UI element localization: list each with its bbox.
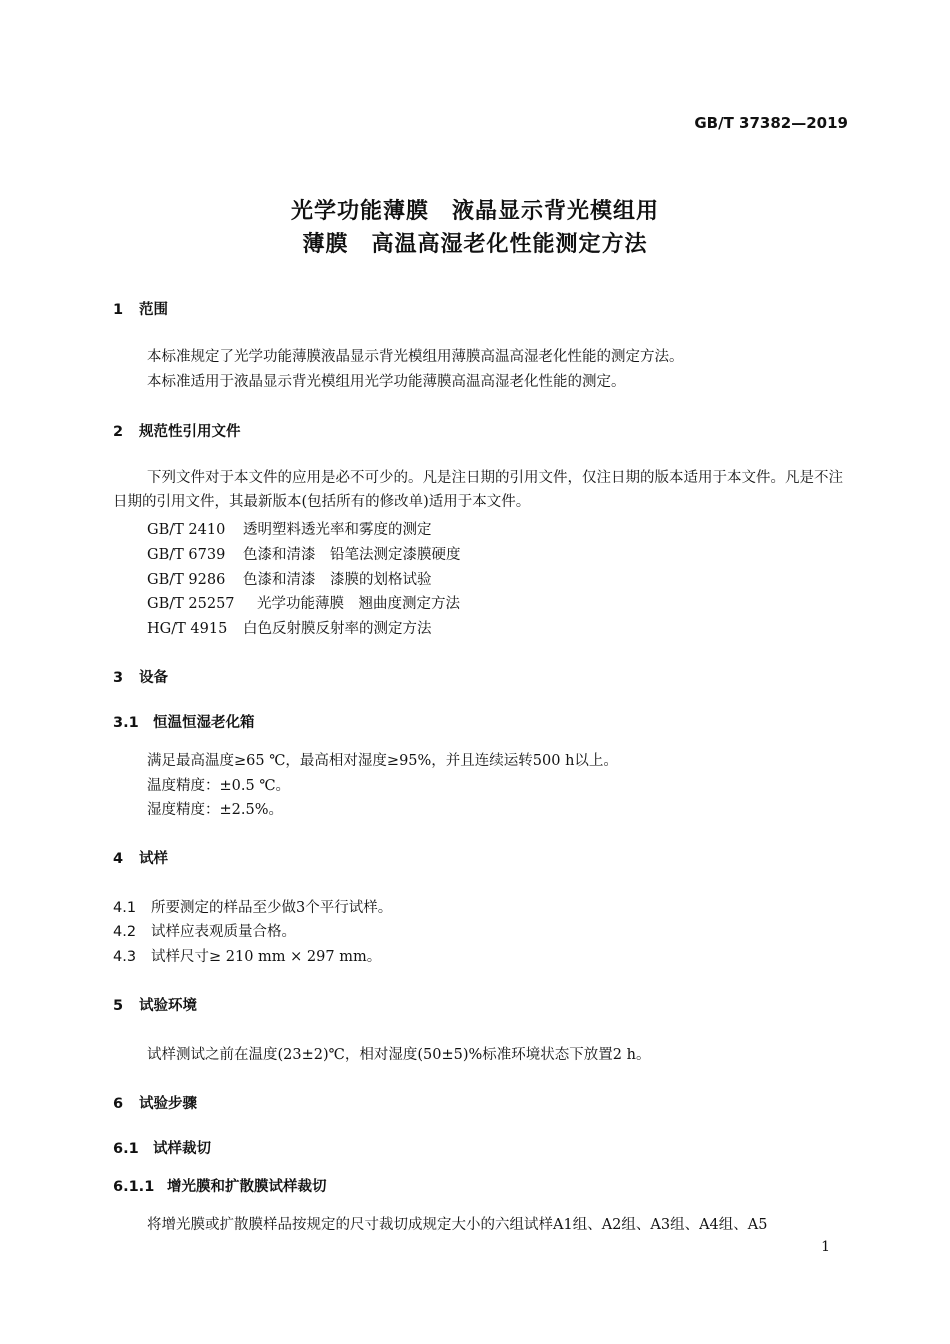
page-number: 1 [821, 1239, 830, 1255]
reference-item [147, 568, 432, 589]
section-1-heading [113, 298, 168, 319]
paragraph: 本标准规定了光学功能薄膜液晶显示背光模组用薄膜高温高湿老化性能的测定方法。 [147, 349, 684, 365]
reference-code: GB/T 25257 [147, 596, 235, 612]
subsection-6-1-heading [113, 1137, 211, 1158]
document-title-line1: 光学功能薄膜 液晶显示背光模组用 [290, 199, 659, 224]
subsection-title: 试样裁切 [153, 1141, 211, 1157]
document-title-line2: 薄膜 高温高湿老化性能测定方法 [302, 232, 648, 257]
section-6-heading [113, 1092, 197, 1113]
paragraph: 试样测试之前在温度(23±2)℃，相对湿度(50±5)%标准环境状态下放置2 h。 [147, 1047, 651, 1063]
reference-code: GB/T 9286 [147, 572, 226, 588]
references-intro: 下列文件对于本文件的应用是必不可少的。凡是注日期的引用文件，仅注日期的版本适用于本文件。凡是不注日期的引用文件，其最新版本(包括所有的修改单)适用于本文件。 [113, 470, 843, 510]
clause-number: 4.3 [113, 949, 137, 965]
section-number: 5 [113, 998, 124, 1014]
standard-code: GB/T 37382—2019 [694, 114, 848, 132]
clause-text: 试样尺寸≥ 210 mm × 297 mm。 [151, 949, 382, 965]
clause-item [113, 945, 381, 966]
section-title: 范围 [139, 302, 168, 318]
clause-item [113, 896, 392, 917]
section-number: 3 [113, 670, 124, 686]
section-number: 2 [113, 424, 124, 440]
section-number: 1 [113, 302, 124, 318]
reference-title: 白色反射膜反射率的测定方法 [243, 621, 432, 637]
subsection-title: 恒温恒湿老化箱 [153, 715, 255, 731]
reference-item [147, 543, 461, 564]
section-number: 4 [113, 851, 124, 867]
subsection-title: 增光膜和扩散膜试样裁切 [167, 1179, 327, 1195]
reference-title: 光学功能薄膜 翘曲度测定方法 [257, 596, 460, 612]
section-title: 设备 [139, 670, 168, 686]
section-5-heading [113, 994, 197, 1015]
section-4-heading [113, 847, 168, 868]
reference-item [147, 518, 432, 539]
section-title: 试样 [139, 851, 168, 867]
clause-text: 试样应表观质量合格。 [151, 924, 296, 940]
section-number: 6 [113, 1096, 124, 1112]
reference-item [147, 617, 432, 638]
subsection-number: 6.1.1 [113, 1179, 155, 1195]
section-2-heading [113, 420, 241, 441]
section-3-heading [113, 666, 168, 687]
reference-code: GB/T 6739 [147, 547, 226, 563]
reference-code: GB/T 2410 [147, 522, 226, 538]
paragraph: 本标准适用于液晶显示背光模组用光学功能薄膜高温高湿老化性能的测定。 [147, 374, 626, 390]
clause-number: 4.1 [113, 900, 137, 916]
paragraph: 满足最高温度≥65 ℃，最高相对湿度≥95%，并且连续运转500 h以上。 [147, 753, 618, 769]
clause-item [113, 920, 296, 941]
reference-code: HG/T 4915 [147, 621, 228, 637]
reference-title: 色漆和清漆 铅笔法测定漆膜硬度 [243, 547, 461, 563]
clause-text: 所要测定的样品至少做3个平行试样。 [151, 900, 393, 916]
paragraph: 湿度精度：±2.5%。 [147, 802, 283, 818]
section-title: 试验环境 [139, 998, 197, 1014]
reference-item [147, 592, 460, 613]
clause-number: 4.2 [113, 924, 137, 940]
subsection-6-1-1-heading [113, 1175, 327, 1196]
reference-title: 透明塑料透光率和雾度的测定 [243, 522, 432, 538]
reference-title: 色漆和清漆 漆膜的划格试验 [243, 572, 432, 588]
subsection-3-1-heading [113, 711, 255, 732]
subsection-number: 3.1 [113, 715, 139, 731]
section-title: 试验步骤 [139, 1096, 197, 1112]
section-title: 规范性引用文件 [139, 424, 241, 440]
subsection-number: 6.1 [113, 1141, 139, 1157]
paragraph: 将增光膜或扩散膜样品按规定的尺寸裁切成规定大小的六组试样A1组、A2组、A3组、A4组、A5 [147, 1217, 768, 1233]
paragraph: 温度精度：±0.5 ℃。 [147, 778, 291, 794]
